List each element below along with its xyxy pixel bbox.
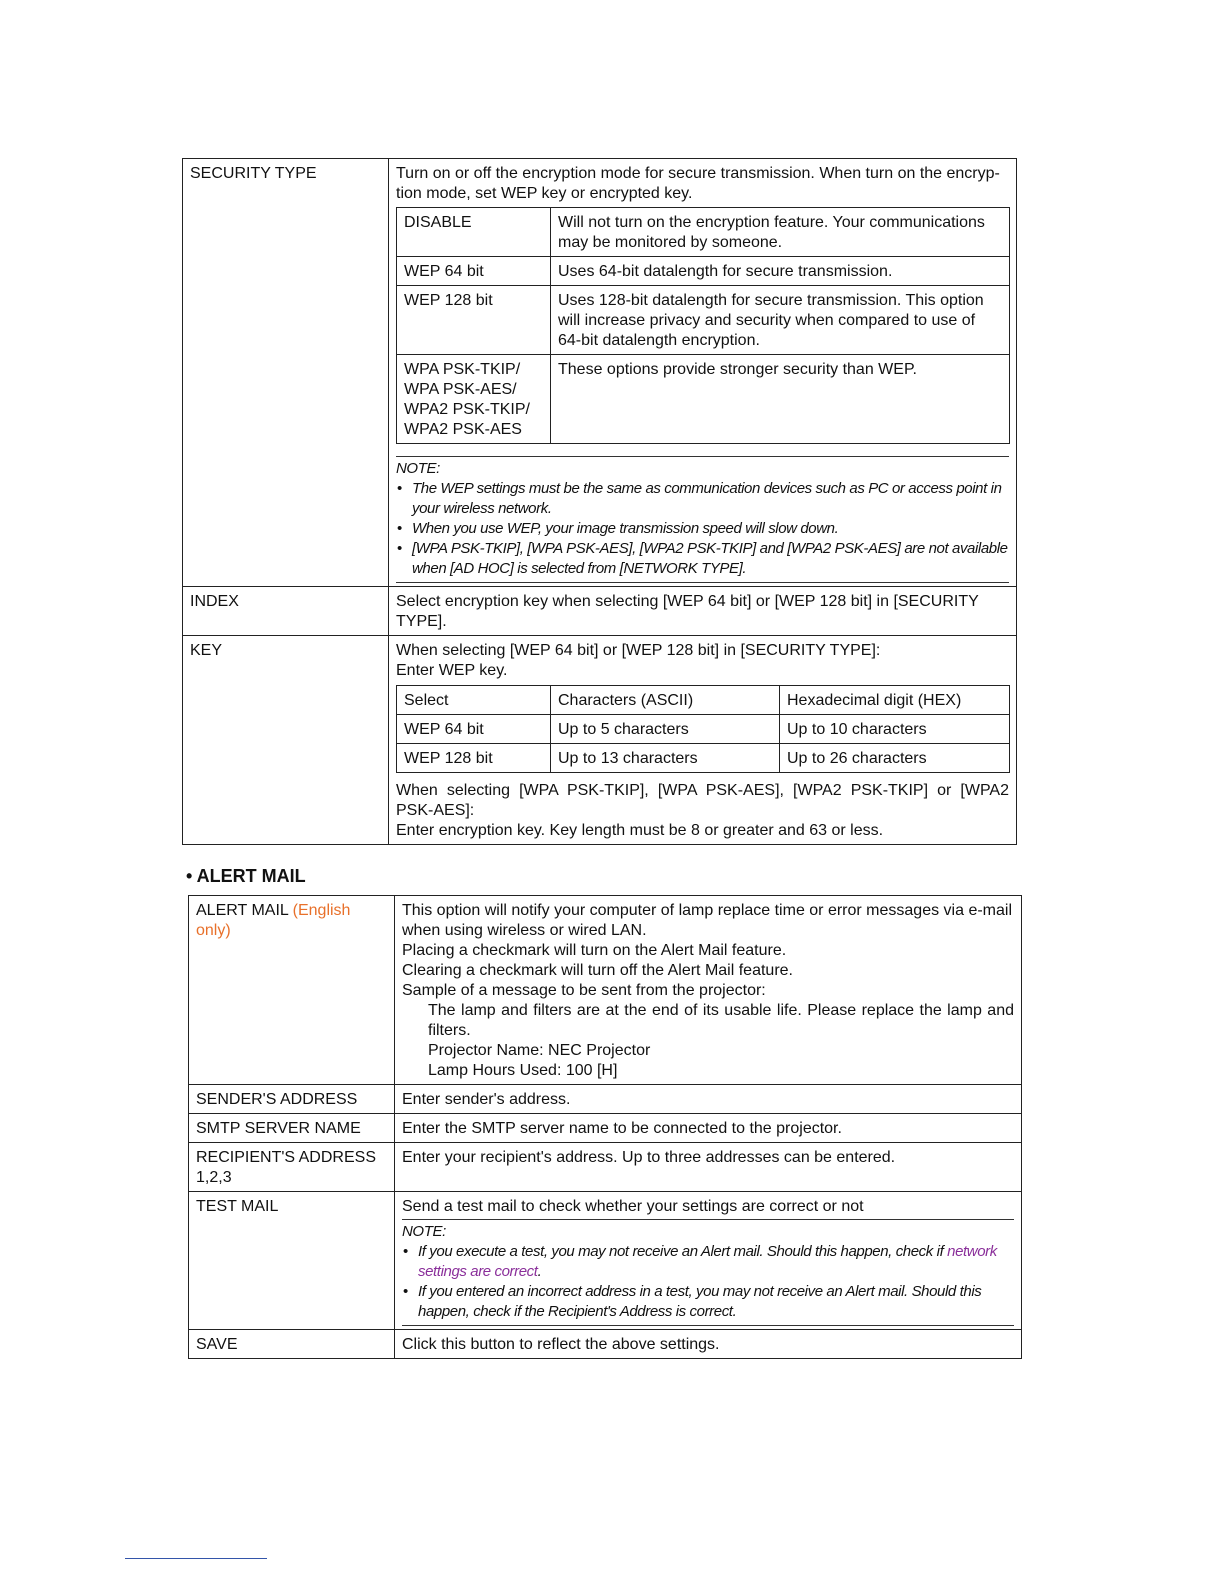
test-mail-desc: Send a test mail to check whether your settings are correct or not [402,1198,864,1215]
alert-mail-desc: Sample of a message to be sent from the projector: [402,982,766,999]
option-desc: Uses 64-bit datalength for secure transmission. [551,257,1010,286]
key-wpa-line2: Enter encryption key. Key length must be 8 or greater and 63 or less. [396,822,884,839]
option-desc: Uses 128-bit datalength for secure transmission. This option will increase privacy and security when compared to use of 64-bit datalength encryption. [551,286,1010,355]
alert-mail-desc: Placing a checkmark will turn on the Alert Mail feature. [402,942,787,959]
option-row [397,257,1010,286]
note-text: If you execute a test, you may not receive an Alert mail. Should this happen, check if [418,1243,948,1260]
sample-message-line: Lamp Hours Used: 100 [H] [428,1062,618,1079]
option-desc: Will not turn on the encryption feature. Your communications may be monitored by someone. [551,208,1010,257]
key-table-row [397,744,1010,773]
sender-address-desc: Enter sender's address. [395,1085,1022,1114]
key-length-table [396,685,1010,773]
alert-mail-heading: • ALERT MAIL [186,866,306,886]
option-desc: These options provide stronger security than WEP. [551,355,1010,444]
network-settings-link[interactable]: network settings are correct [418,1243,997,1280]
option-name: WEP 128 bit [397,286,551,355]
recipient-address-label: RECIPIENT'S ADDRESS 1,2,3 [189,1143,395,1192]
option-name: WEP 64 bit [397,257,551,286]
index-label: INDEX [183,587,389,636]
key-cell: Up to 26 characters [780,744,1010,773]
note-item: • [WPA PSK-TKIP], [WPA PSK-AES], [WPA2 PSK-TKIP] and [WPA2 PSK-AES] are not available when [AD HOC] is selected from [NETWORK TYPE]. [396,539,1009,579]
save-row [189,1330,1022,1359]
alert-mail-desc: Clearing a checkmark will turn off the Alert Mail feature. [402,962,793,979]
note-title: NOTE: [402,1223,446,1240]
option-row [397,286,1010,355]
security-type-options-table [396,207,1010,444]
test-mail-row [189,1192,1022,1330]
index-row [183,587,1017,636]
key-cell: WEP 128 bit [397,744,551,773]
security-note [396,456,1009,583]
test-mail-note [402,1219,1014,1326]
security-type-label: SECURITY TYPE [183,159,389,587]
note-item [402,1242,1014,1282]
sender-address-row [189,1085,1022,1114]
key-label: KEY [183,636,389,845]
alert-mail-table [188,895,1022,1359]
save-desc: Click this button to reflect the above settings. [395,1330,1022,1359]
key-col-header: Select [397,686,551,715]
security-settings-table [182,158,1017,845]
sample-message-line: The lamp and filters are at the end of its usable life. Please replace the lamp and filters. [428,1002,1014,1039]
security-type-row [183,159,1017,587]
key-table-header [397,686,1010,715]
key-cell: Up to 5 characters [551,715,780,744]
key-desc-line2: Enter WEP key. [396,662,508,679]
key-cell: Up to 13 characters [551,744,780,773]
note-text: . [537,1263,542,1280]
smtp-server-row [189,1114,1022,1143]
smtp-server-label: SMTP SERVER NAME [189,1114,395,1143]
recipient-address-desc: Enter your recipient's address. Up to three addresses can be entered. [395,1143,1022,1192]
key-table-row [397,715,1010,744]
note-item: • If you entered an incorrect address in a test, you may not receive an Alert mail. Should this happen, check if the Recipient's Address is correct. [402,1282,1014,1322]
alert-mail-label-note: (English only) [196,902,351,939]
smtp-server-desc: Enter the SMTP server name to be connected to the projector. [395,1114,1022,1143]
sender-address-label: SENDER'S ADDRESS [189,1085,395,1114]
alert-mail-row [189,896,1022,1085]
option-name: WPA PSK-TKIP/ WPA PSK-AES/ WPA2 PSK-TKIP/ WPA2 PSK-AES [397,355,551,444]
alert-mail-label: ALERT MAIL [196,902,293,919]
note-item: • When you use WEP, your image transmission speed will slow down. [396,519,1009,539]
test-mail-label: TEST MAIL [189,1192,395,1330]
option-row [397,208,1010,257]
key-wpa-line1: When selecting [WPA PSK-TKIP], [WPA PSK-AES], [WPA2 PSK-TKIP] or [WPA2 PSK-AES]: [396,782,1009,819]
option-row [397,355,1010,444]
note-item: • The WEP settings must be the same as communication devices such as PC or access point in your wireless network. [396,479,1009,519]
security-type-desc: Turn on or off the encryption mode for secure transmission. When turn on the encryp-tion mode, set WEP key or encrypted key. [396,165,1000,202]
index-desc: Select encryption key when selecting [WEP 64 bit] or [WEP 128 bit] in [SECURITY TYPE]. [389,587,1017,636]
key-col-header: Characters (ASCII) [551,686,780,715]
key-col-header: Hexadecimal digit (HEX) [780,686,1010,715]
key-desc-line1: When selecting [WEP 64 bit] or [WEP 128 bit] in [SECURITY TYPE]: [396,642,881,659]
key-cell: Up to 10 characters [780,715,1010,744]
save-label: SAVE [189,1330,395,1359]
key-row [183,636,1017,845]
footer-rule [125,1558,267,1559]
option-name: DISABLE [397,208,551,257]
key-cell: WEP 64 bit [397,715,551,744]
alert-mail-desc: This option will notify your computer of lamp replace time or error messages via e-mail when using wireless or wired LAN. [402,902,1013,939]
recipient-address-row [189,1143,1022,1192]
sample-message-line: Projector Name: NEC Projector [428,1042,651,1059]
note-title: NOTE: [396,460,440,477]
